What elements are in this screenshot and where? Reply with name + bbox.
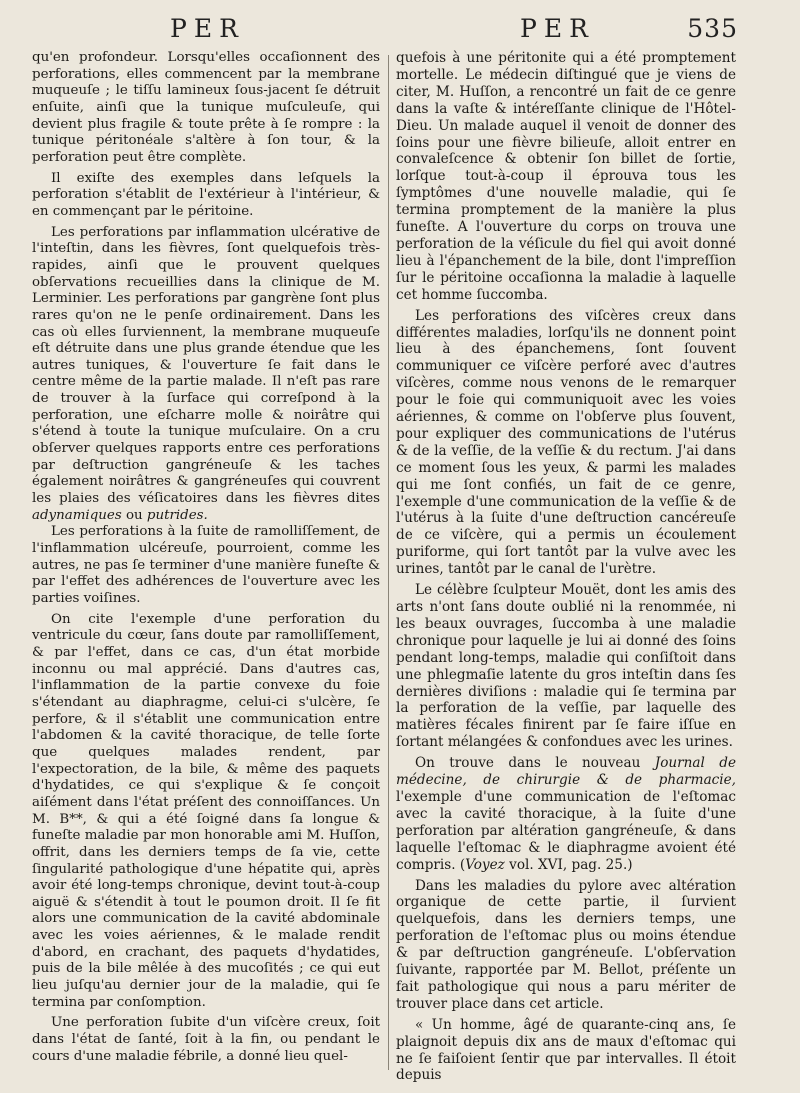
paragraph: Les perforations des viſcères creux dans différentes maladies, lorſqu'ils ne donnent point lieu à des épanchemens, ſont ſouvent communiquer ce viſcère perforé avec d'autres viſcères, comme nous venons de le remarquer pour le foie qui communiquoit avec les voies aériennes, & comme on l'obſerve plus ſouvent, pour expliquer des communications de l'utérus & de la veſſie, de la veſſie & du rectum. J'ai dans ce moment ſous les yeux, & parmi les malades qui me ſont confiés, un fait de ce genre, l'exemple d'une communication de la veſſie & de l'utérus à la ſuite d'une deſtruction cancéreuſe de ce viſcère, qui a permis un écoulement puriforme, qui ſort tantôt par la vulve avec les urines, tantôt par le canal de l'urètre. [396, 307, 736, 578]
paragraph: « Un homme, âgé de quarante-cinq ans, ſe plaignoit depuis dix ans de maux d'eſtomac qui ne ſe faiſoient ſentir que par intervalles. Il étoit depuis [396, 1016, 736, 1084]
column-divider [388, 55, 389, 1070]
paragraph-text: vol. XVI, pag. 25.) [509, 856, 633, 873]
paragraph: qu'en profondeur. Lorsqu'elles occaſionnent des perforations, elles commencent par la membrane muqueuſe ; le tiſſu lamineux ſous-jacent ſe détruit enſuite, ainſi que la tunique muſculeuſe, qui devient plus fragile & toute prête à ſe rompre : la tunique péritonéale s'altère à ſon tour, & la perforation peut être complète. [32, 50, 380, 165]
paragraph-text: Les perforations par inflammation ulcérative de l'inteſtin, dans les fièvres, ſont quelquefois très-rapides, ainſi que le prouvent quelques obſervations recueillies dans la clinique de M. Lerminier. Les perforations par gangrène ſont plus rares qu'on ne le penſe ordinairement. Dans les cas où elles ſurviennent, la membrane muqueuſe eſt détruite dans une plus grande étendue que les autres tuniques, & l'ouverture ſe fait dans le centre même de la partie malade. Il n'eſt pas rare de trouver à la ſurface qui correſpond à la perforation, une eſcharre molle & noirâtre qui s'étend à toute la tunique muſculaire. On a cru obſerver quelques rapports entre ces perforations par deſtruction gangréneuſe & les taches également noirâtres & gangréneuſes qui couvrent les plaies des véſicatoires dans les fièvres dites [32, 224, 380, 507]
paragraph: On cite l'exemple d'une perforation du ventricule du cœur, ſans doute par ramolliſſement, & par l'effet, dans ce cas, d'un état morbide inconnu ou mal apprécié. Dans d'autres cas, l'inflammation de la partie convexe du foie s'étendant au diaphragme, celui-ci s'ulcère, ſe perfore, & il s'établit une communication entre l'abdomen & la cavité thoracique, de telle ſorte que quelques malades rendent, par l'expectoration, de la bile, & même des paquets d'hydatides, ce qui s'explique & ſe conçoit aiſément dans l'état préſent des connoiſſances. Un M. B**, & qui a été ſoigné dans ſa longue & funeſte maladie par mon honorable ami M. Huſſon, offrit, dans les derniers temps de ſa vie, cette ſingularité pathologique d'une hépatite qui, après avoir été long-temps chronique, devint tout-à-coup aiguë & s'étendit à tout le poumon droit. Il ſe fit alors une communication de la cavité abdominale avec les voies aériennes, & le malade rendit d'abord, en crachant, des paquets d'hydatides, puis de la bile mêlée à des mucoſités ; ce qui eut lieu juſqu'au dernier jour de la maladie, qui ſe termina par conſomption. [32, 611, 380, 1010]
right-column [396, 50, 736, 1084]
page-number: 535 [687, 14, 738, 43]
paragraph: Le célèbre ſculpteur Mouët, dont les amis des arts n'ont ſans doute oublié ni la renommée, ni les beaux ouvrages, ſuccomba à une maladie chronique pour laquelle je lui ai donné des ſoins pendant long-temps, maladie qui conſiſtoit dans une phlegmaſie latente du gros inteſtin dans ſes dernières diviſions : maladie qui ſe termina par la perforation de la veſſie, par laquelle des matières fécales finirent par ſe faire iſſue en ſortant mélangées & confondues avec les urines. [396, 582, 736, 751]
paragraph [396, 755, 736, 873]
paragraph [32, 225, 380, 525]
journal-title: Journal de médecine, de chirurgie & de pharmacie, [396, 755, 736, 789]
running-title-right: PER [520, 14, 595, 43]
paragraph-text: ou [125, 507, 143, 523]
paragraph-text: l'exemple d'une communication de l'eſtomac avec la cavité thoracique, à la ſuite d'une perforation par altération gangréneuſe, & dans laquelle l'eſtomac & le diaphragme avoient été compris. ( [396, 788, 736, 873]
paragraph: Dans les maladies du pylore avec altération organique de cette partie, il ſurvient quelquefois, dans les derniers temps, une perforation de l'eſtomac plus ou moins étendue & par deſtruction gangréneuſe. L'obſervation ſuivante, rapportée par M. Bellot, préſente un fait pathologique qui nous a paru mériter de trouver place dans cet article. [396, 877, 736, 1012]
italic-term: putrides. [146, 507, 208, 523]
paragraph: Les perforations à la ſuite de ramolliſſement, de l'inflammation ulcéreuſe, pourroient, comme les autres, ne pas ſe terminer d'une manière funeſte & par l'effet des adhérences de l'ouverture avec les parties voiſines. [32, 524, 380, 606]
paragraph-text: On trouve dans le nouveau [415, 755, 641, 772]
italic-term: adynamiques [32, 507, 122, 523]
running-title-left: PER [170, 14, 245, 43]
paragraph: Il exiſte des exemples dans leſquels la perforation s'établit de l'extérieur à l'intérieur, & en commençant par le péritoine. [32, 170, 380, 219]
paragraph: quefois à une péritonite qui a été promptement mortelle. Le médecin diſtingué que je viens de citer, M. Huſſon, a rencontré un fait de ce genre dans la vaſte & intéreſſante clinique de l'Hôtel-Dieu. Un malade auquel il venoit de donner des ſoins pour une fièvre bilieuſe, alloit entrer en convaleſcence & obtenir ſon billet de ſortie, lorſque tout-à-coup il éprouva tous les ſymptômes d'une nouvelle maladie, qui ſe termina promptement de la manière la plus funeſte. A l'ouverture du corps on trouva une perforation de la véſicule du fiel qui avoit donné lieu à l'épanchement de la bile, dont l'impreſſion ſur le péritoine occaſionna la maladie à laquelle cet homme ſuccomba. [396, 50, 736, 303]
italic-term: Voyez [465, 856, 505, 873]
paragraph: Une perforation ſubite d'un viſcère creux, ſoit dans l'état de ſanté, ſoit à la fin, ou pendant le cours d'une maladie fébrile, a donné lieu quel- [32, 1015, 380, 1064]
left-column [32, 50, 380, 1065]
